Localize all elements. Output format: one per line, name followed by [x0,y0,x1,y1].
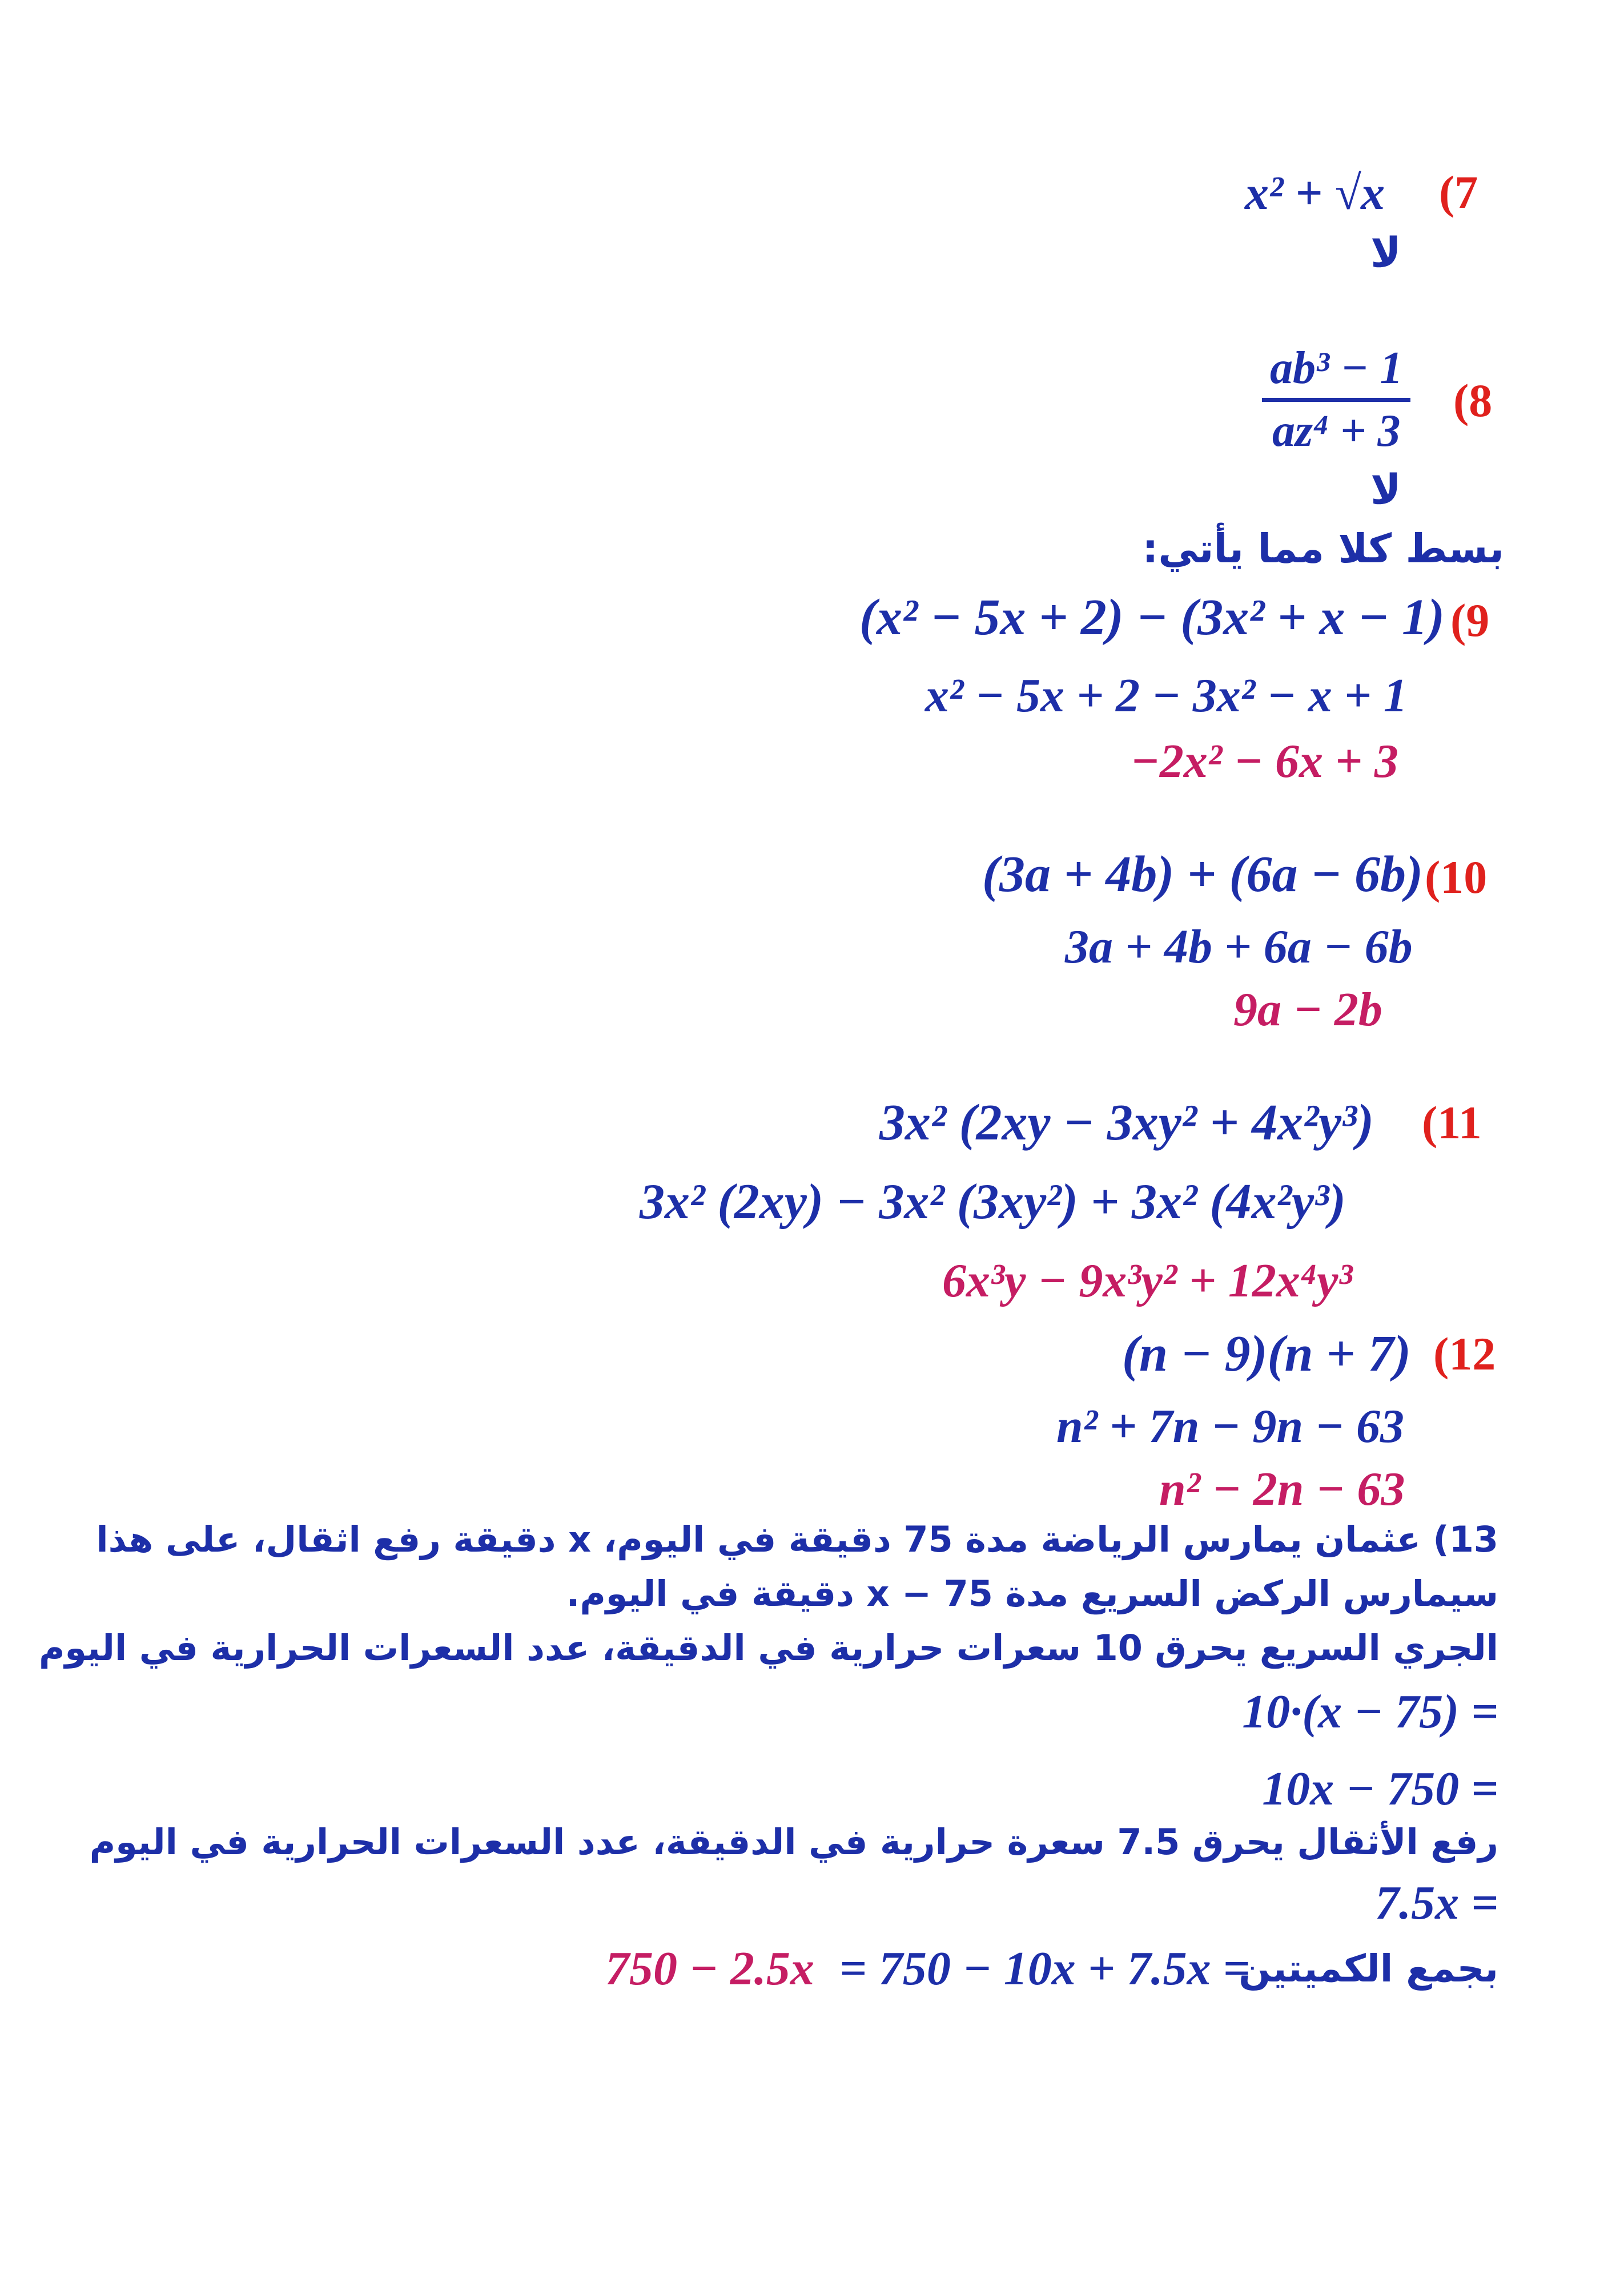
problem-12-result: n² − 2n − 63 [1159,1463,1405,1516]
problem-7-expression: x² + √x [1245,167,1385,220]
problem-10-expression: (3a + 4b) + (6a − 6b) [982,846,1423,903]
problem-10-result: 9a − 2b [1233,983,1382,1036]
problem-9-result: −2x² − 6x + 3 [1131,735,1398,788]
problem-9-expression: (x² − 5x + 2) − (3x² + x − 1) [859,589,1445,646]
problem-12-expression: (n − 9)(n + 7) [1122,1326,1411,1382]
problem-9-number: (9 [1450,594,1490,646]
problem-11-expression: 3x² (2xy − 3xy² + 4x²y³) [879,1094,1374,1151]
problem-12-step: n² + 7n − 9n − 63 [1056,1400,1404,1453]
problem-13-sum-equation: = 750 − 10x + 7.5x = [839,1942,1251,1995]
problem-12-number: (12 [1433,1328,1496,1380]
problem-7-number: (7 [1439,166,1478,218]
problem-10-number: (10 [1425,851,1488,903]
problem-8-answer: لا [1370,465,1401,513]
problem-13-line-4: رفع الأثقال يحرق 7.5 سعرة حرارية في الدقيقة، عدد السعرات الحرارية في اليوم [89,1821,1498,1863]
problem-13-sum-label: بجمع الكميتين [1239,1947,1498,1991]
problem-11-number: (11 [1422,1097,1482,1149]
problem-13-line-2: سيمارس الركض السريع مدة 75 − x دقيقة في اليوم. [566,1573,1498,1614]
problem-13-sum-result: 750 − 2.5x [605,1942,814,1995]
problem-13-equation-2: = 750 − 10x [1262,1762,1498,1815]
problem-9-step: x² − 5x + 2 − 3x² − x + 1 [925,669,1408,722]
problem-8-numerator: ab³ − 1 [1262,343,1410,402]
problem-8-fraction [1262,343,1410,457]
problem-13-line-1: 13) عثمان يمارس الرياضة مدة 75 دقيقة في اليوم، x دقيقة رفع اثقال، على هذا [96,1518,1498,1560]
problem-13-equation-3: = 7.5x [1375,1876,1498,1930]
problem-13-equation-1: = (75 − x)·10 [1242,1685,1498,1738]
problem-8-denominator: az⁴ + 3 [1272,406,1401,456]
problem-13-line-3: الجري السريع يحرق 10 سعرات حرارية في الدقيقة، عدد السعرات الحرارية في اليوم [38,1627,1498,1669]
problem-10-step: 3a + 4b + 6a − 6b [1065,920,1413,973]
problem-11-result: 6x³y − 9x³y² + 12x⁴y³ [942,1254,1353,1307]
problem-11-step: 3x² (2xy) − 3x² (3xy²) + 3x² (4x²y³) [640,1174,1346,1230]
simplify-heading: بسط كلا مما يأتي: [1142,525,1504,572]
problem-8-number: (8 [1453,374,1493,426]
problem-7-answer: لا [1370,228,1401,276]
